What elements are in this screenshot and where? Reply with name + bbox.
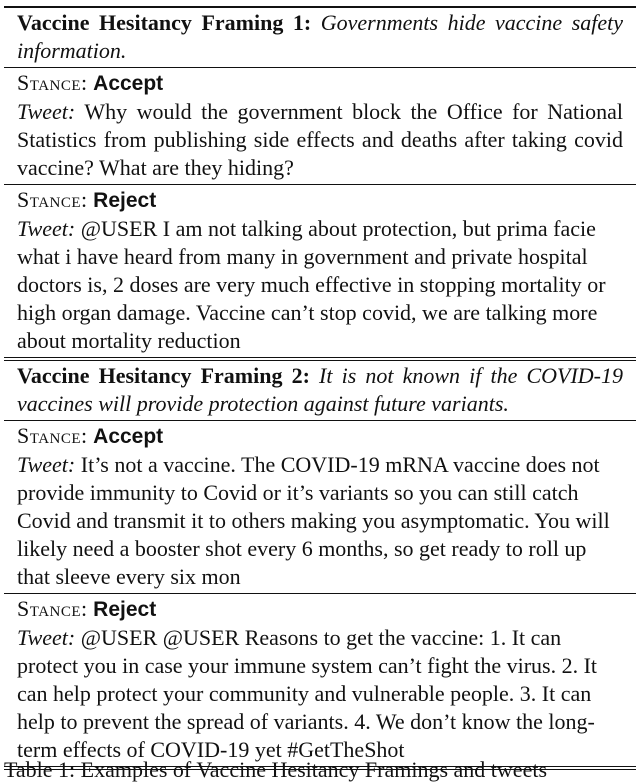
stance-label: Stance: <box>17 423 88 448</box>
tweet-label: Tweet: <box>17 452 76 477</box>
stance-value: Reject <box>93 598 157 621</box>
stance-label: Stance: <box>17 70 88 95</box>
tweet-text: Why would the government block the Office for National Statistics from publishing side effects and deaths after taking covid vaccine? What are they hiding? <box>17 99 623 180</box>
stance-value: Accept <box>93 72 164 95</box>
framing-text: Governments hide vaccine safety information. <box>17 10 624 63</box>
tweet-text: It’s not a vaccine. The COVID-19 mRNA vaccine does not provide immunity to Covid or it’s variants so you can still catch Covid and transmit it to others making you asymptomatic. You will likely need a booster shot every 6 months, so get ready to roll up that sleeve every six mon <box>17 452 610 589</box>
stance-entry <box>4 421 636 593</box>
framing-text: It is not known if the COVID-19 vaccines will provide protection against future variants. <box>17 363 623 416</box>
framing-examples-table <box>4 6 636 770</box>
tweet-label: Tweet: <box>17 625 76 650</box>
stance-entry <box>4 68 636 184</box>
stance-label: Stance: <box>17 187 88 212</box>
stance-entry <box>4 185 636 357</box>
framing-header <box>4 8 636 67</box>
table-caption: Table 1: Examples of Vaccine Hesitancy Framings and tweets <box>4 757 548 782</box>
stance-value: Accept <box>93 425 164 448</box>
stance-value: Reject <box>93 189 157 212</box>
framing-title: Vaccine Hesitancy Framing 1: <box>17 10 312 35</box>
framing-header <box>4 361 636 420</box>
stance-entry <box>4 594 636 766</box>
tweet-label: Tweet: <box>17 99 76 124</box>
tweet-text: @USER @USER Reasons to get the vaccine: 1. It can protect you in case your immune system can’t fight the virus. 2. It can help protect your community and vulnerable people. 3. It can help to prevent the spread of variants. 4. We don’t know the long-term effects of COVID-19 yet #GetTheShot <box>17 625 598 762</box>
stance-label: Stance: <box>17 596 88 621</box>
framing-title: Vaccine Hesitancy Framing 2: <box>17 363 310 388</box>
tweet-label: Tweet: <box>17 216 76 241</box>
tweet-text: @USER I am not talking about protection, but prima facie what i have heard from many in government and private hospital doctors is, 2 doses are very much effective in stopping mortality or high organ damage. Vaccine can’t stop covid, we are talking more about mortality reduction <box>17 216 606 353</box>
